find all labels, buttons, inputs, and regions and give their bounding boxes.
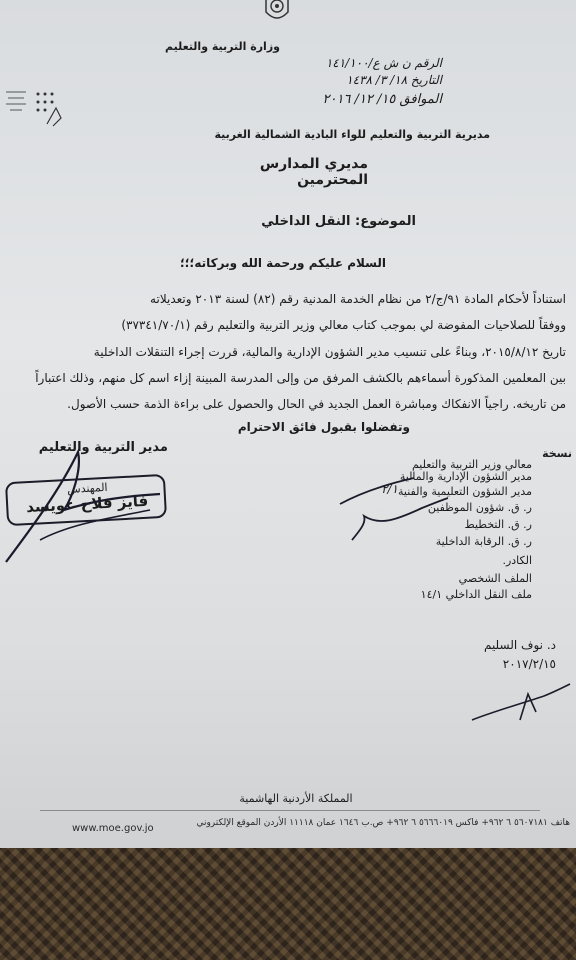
copy-recipient: الكادر. — [502, 554, 532, 567]
carpet-background — [0, 848, 576, 960]
body-line: استناداً لأحكام المادة ٩١/ج/٢ من نظام الخدمة المدنية رقم (٨٢) لسنة ٢٠١٣ وتعديلاته — [150, 292, 566, 306]
preparer-signature — [468, 680, 576, 728]
footer-website: www.moe.gov.jo — [72, 823, 154, 834]
copy-recipient: ر. ق. شؤون الموظفين — [427, 501, 532, 514]
copy-recipient: مدير الشؤون الإدارية والمالية — [399, 470, 532, 483]
body-line: ووفقاً للصلاحيات المفوضة لي بموجب كتاب معالي وزير التربية والتعليم رقم (٣٧٣٤١/٧٠/١) — [121, 318, 566, 332]
copies-header: نسخة — [542, 447, 572, 460]
body-line: من تاريخه. راجياً الانفكاك ومباشرة العمل الجديد في الحال والحصول على براءة الذمة حسب الأصول. — [67, 397, 566, 411]
copies-signature — [336, 470, 452, 550]
copy-recipient: ر. ق. الرقابة الداخلية — [435, 535, 532, 548]
body-line: بين المعلمين المذكورة أسماءهم بالكشف المرفق من وإلى المدرسة المبينة إزاء اسم كل منهم، وذلك اعتباراً — [35, 371, 566, 385]
stamp-title: المهندس — [66, 480, 108, 496]
subject-line: الموضوع: النقل الداخلي — [261, 214, 416, 229]
stamp-name: فايز فلاح عويسد — [25, 491, 149, 517]
letter-date: التاريخ ١٨/ ٣/ ١٤٣٨ — [346, 73, 442, 87]
handwritten-mark: ٢/١ — [381, 482, 398, 496]
closing-line: وتفضلوا بقبول فائق الاحترام — [237, 420, 410, 434]
footer-contact: هاتف ٥٦٠٧١٨١ ٦ ٩٦٢+ فاكس ٥٦٦٦٠١٩ ٦ ٩٦٢+ ص.ب ١٦٤٦ عمان ١١١١٨ الأردن الموقع الإلكتروني — [196, 818, 570, 828]
body-line: تاريخ ٢٠١٥/٨/١٢، وبناءً على تنسيب مدير الشؤون الإدارية والمالية، قررت إجراء التنقلات الداخلية — [93, 345, 566, 359]
copy-recipient: معالي وزير التربية والتعليم — [411, 458, 532, 471]
greeting: السلام عليكم ورحمة الله وبركاته؛؛؛ — [179, 256, 386, 270]
footer-divider — [40, 810, 540, 811]
corner-scribble — [44, 104, 66, 128]
preparer-name: د. نوف السليم — [483, 638, 556, 652]
ministry-name: وزارة التربية والتعليم — [165, 40, 280, 53]
letter-date-matching: الموافق ١٥/ ١٢/ ٢٠١٦ — [322, 92, 442, 107]
ministry-emblem-icon — [262, 0, 292, 26]
copy-recipient: الملف الشخصي — [458, 572, 532, 585]
copy-recipient: ر. ق. التخطيط — [464, 518, 532, 531]
addressee: مديري المدارس المحترمين — [259, 156, 368, 188]
copy-recipient: مدير الشؤون التعليمية والفنية — [398, 485, 532, 498]
reference-number: الرقم ن ش ع/١٤١/١٠٠ — [325, 56, 442, 70]
signatory-title: مدير التربية والتعليم — [38, 440, 168, 455]
directorate-name: مديرية التربية والتعليم للواء البادية الشمالية الغربية — [214, 128, 490, 141]
copy-recipient: ملف النقل الداخلي ١٤/١ — [420, 588, 532, 601]
director-signature — [0, 440, 175, 570]
preparer-date: ٢٠١٧/٢/١٥ — [502, 657, 556, 671]
footer-kingdom: المملكة الأردنية الهاشمية — [239, 792, 353, 805]
